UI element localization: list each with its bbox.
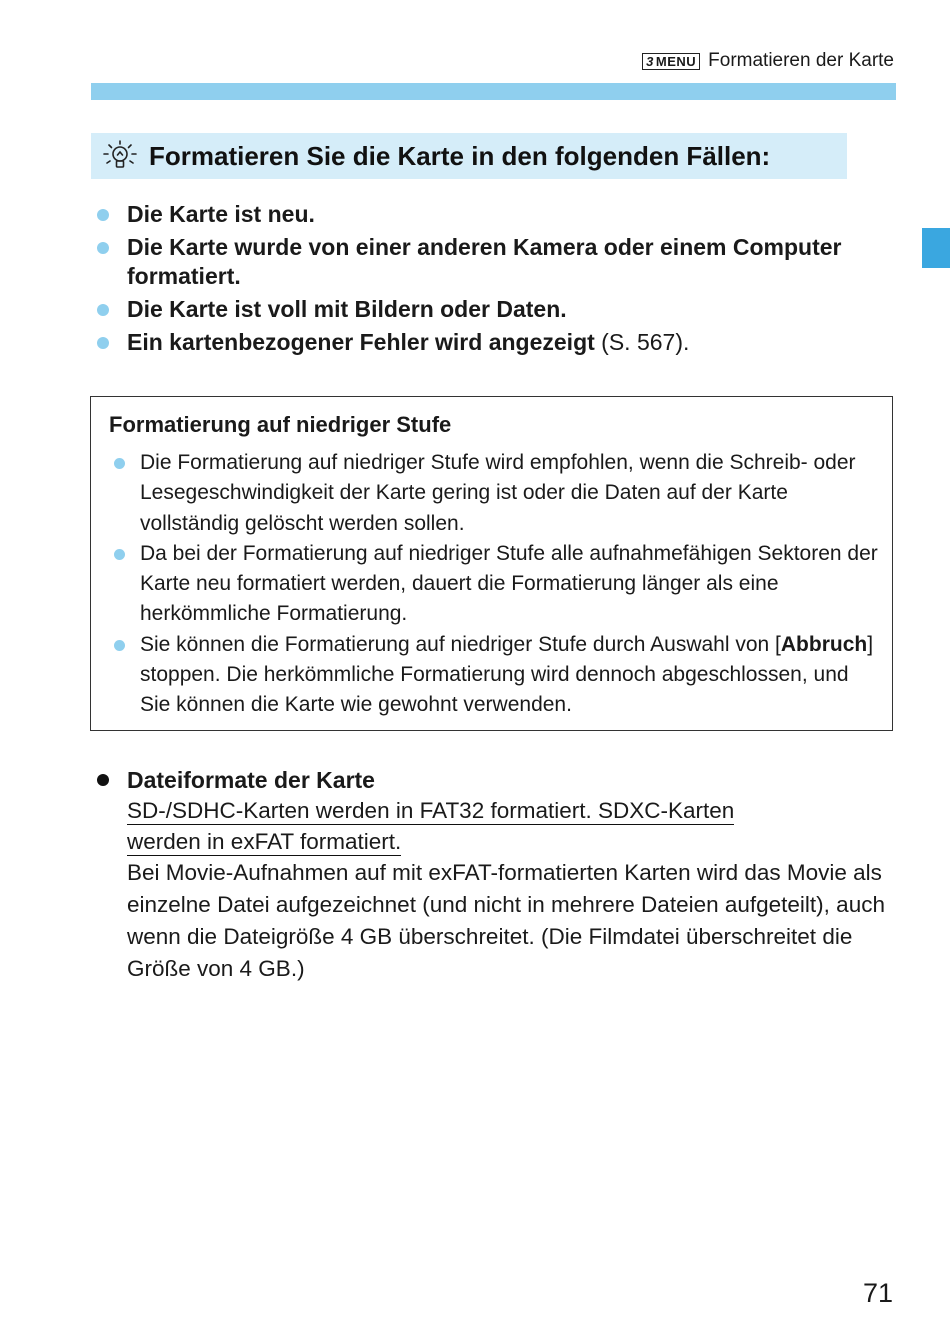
underlined-text-line: SD-/SDHC-Karten werden in FAT32 formatiert. SDXC-Karten bbox=[127, 798, 735, 823]
tip-banner bbox=[91, 133, 847, 179]
list-item: Ein kartenbezogener Fehler wird angezeigt (S. 567). bbox=[95, 328, 855, 357]
menu-tab-icon: 3 MENU bbox=[642, 53, 700, 70]
list-item: Die Karte wurde von einer anderen Kamera oder einem Computer formatiert. bbox=[95, 233, 855, 291]
abbruch-label: Abbruch bbox=[780, 632, 868, 656]
format-cases-list bbox=[95, 200, 855, 361]
page-reference: (S. 567). bbox=[594, 329, 690, 355]
lightbulb-icon bbox=[101, 139, 139, 173]
list-item: Da bei der Formatierung auf niedriger Stufe alle aufnahmefähigen Sektoren der Karte neu formatiert werden, dauert die Formatierung länger als eine herkömmliche Formatierung. bbox=[113, 539, 878, 630]
box-title: Formatierung auf niedriger Stufe bbox=[109, 412, 452, 437]
underlined-text-line: werden in exFAT formatiert. bbox=[127, 829, 402, 854]
header-accent-bar bbox=[91, 83, 896, 100]
lowlevel-list bbox=[113, 448, 878, 721]
page-number: 71 bbox=[862, 1278, 893, 1308]
header-title: Formatieren der Karte bbox=[708, 50, 894, 71]
list-item: Sie können die Formatierung auf niedriger Stufe durch Auswahl von [Abbruch] stoppen. Die herkömmliche Formatierung wird dennoch abgeschlossen, und Sie können die Karte wie gewohnt verwenden. bbox=[113, 630, 878, 721]
file-format-section bbox=[95, 765, 895, 985]
list-item: Die Formatierung auf niedriger Stufe wird empfohlen, wenn die Schreib- oder Lesegeschwindigkeit der Karte gering ist oder die Daten auf der Karte vollständig gelöscht werden sollen. bbox=[113, 448, 878, 539]
chapter-side-tab bbox=[922, 228, 950, 268]
list-item: Die Karte ist voll mit Bildern oder Daten. bbox=[95, 295, 855, 324]
running-header bbox=[642, 50, 894, 72]
list-item: Die Karte ist neu. bbox=[95, 200, 855, 229]
section-title: Dateiformate der Karte bbox=[95, 765, 895, 795]
lowlevel-format-box bbox=[90, 396, 893, 731]
section-paragraph: Bei Movie-Aufnahmen auf mit exFAT-formatierten Karten wird das Movie als einzelne Datei aufgezeichnet (und nicht in mehrere Dateien aufgeteilt), auch wenn die Dateigröße 4 GB überschreitet. (Die Filmdatei überschreitet die Größe von 4 GB.) bbox=[127, 860, 885, 981]
tip-title: Formatieren Sie die Karte in den folgenden Fällen: bbox=[149, 140, 771, 171]
